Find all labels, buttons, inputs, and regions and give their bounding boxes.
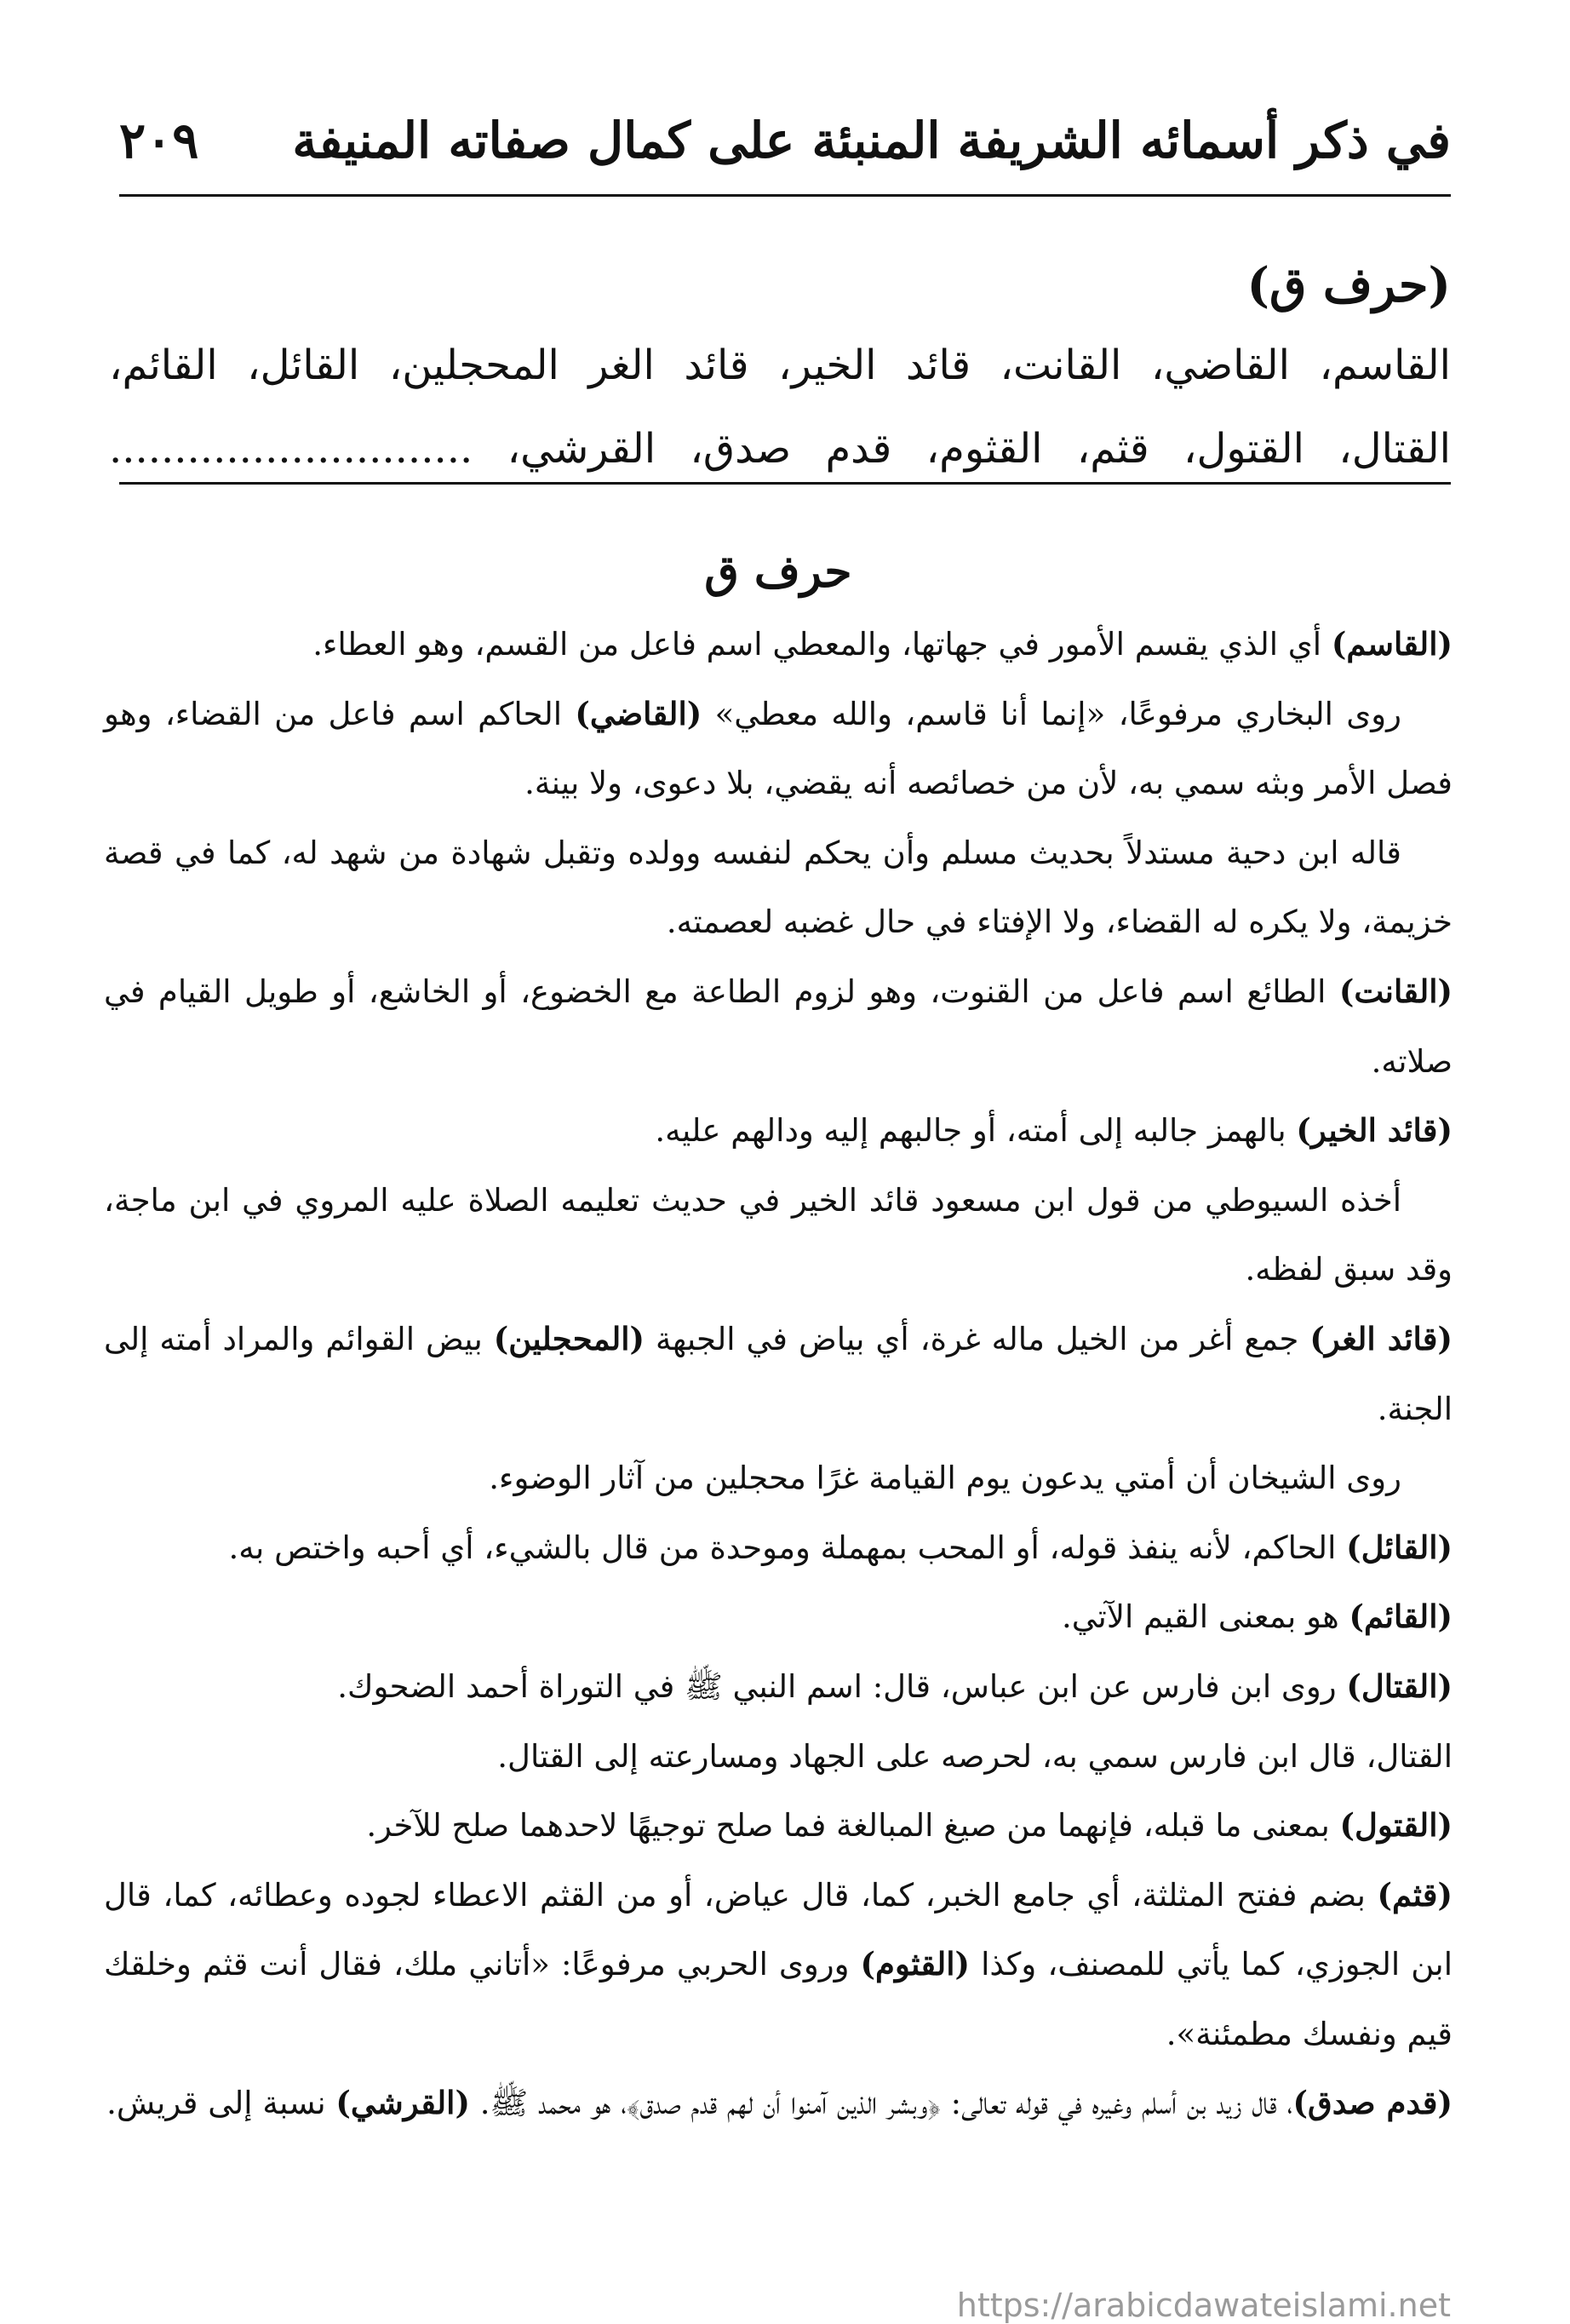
paragraph-al-qasim [104,610,1453,680]
term-qaid-al-ghurr: (قائد الغر) [1309,1319,1453,1357]
term-al-qathum: (القثوم) [860,1945,971,1983]
paragraph-text: بالهمز جالبه إلى أمته، أو جالبهم إليه ودالهم عليه. [655,1112,1297,1150]
paragraph-al-qaim [104,1582,1453,1652]
paragraph-text: روى البخاري مرفوعًا، «إنما أنا قاسم، والله معطي» [702,695,1401,732]
paragraph-al-qadi [104,680,1453,818]
paragraph-ibn-dihya [104,818,1453,957]
paragraph-qaid-al-ghurr [104,1305,1453,1443]
paragraph-text: بمعنى ما قبله، فإنهما من صيغ المبالغة فما صلح توجيهًا لاحدهما صلح للآخر. [366,1807,1340,1845]
term-al-qanit: (القانت) [1338,972,1453,1010]
names-line-1: القاسم، القاضي، القانت، قائد الخير، قائد الغر المحجلين، القائل، القائم، [109,341,1451,389]
paragraph-text: روى الشيخان أن أمتي يدعون يوم القيامة غرًا محجلين من آثار الوضوء. [489,1460,1401,1497]
names-index-box [109,247,1451,491]
paragraph-text: الحاكم اسم فاعل من القضاء، وهو فصل الأمر وبثه سمي به، لأن من خصائصه أنه يقضي، بلا دعوى، ولا بينة. [104,695,1453,802]
paragraph-text: القتال، قال ابن فارس سمي به، لحرصه على الجهاد ومسارعته إلى القتال. [497,1737,1453,1775]
term-qutham: (قثم) [1377,1875,1453,1914]
paragraph-text: روى ابن فارس عن ابن عباس، قال: اسم النبي ﷺ في التوراة أحمد الضحوك. [337,1667,1347,1705]
running-title: في ذكر أسمائه الشريفة المنبئة على كمال صفاته المنيفة [292,112,1451,169]
section-rule [119,482,1451,485]
section-heading: حرف ق [704,546,852,598]
paragraph-al-qattal [104,1652,1453,1722]
paragraph-text: الطائع اسم فاعل من القنوت، وهو لزوم الطاعة مع الخضوع، أو الخاشع، أو طويل القيام في صلاته. [104,973,1453,1080]
commentary-body [104,538,1453,2138]
page-number: ٢٠٩ [119,112,199,169]
paragraph-text: ، قال زيد بن أسلم وغيره في قوله تعالى: ﴿وبشر الذين آمنوا أن لهم قدم صدق﴾، هو محمد ﷺ. [469,2085,1293,2122]
paragraph-text: بضم ففتح المثلثة، أي جامع الخبر، كما، قال عياض، أو من القثم الاعطاء لجوده وعطائه، كما، قال ابن الجوزي، كما يأتي للمصنف، وكذا [104,1876,1453,1983]
paragraph-al-qail [104,1513,1453,1583]
paragraph-text: أي الذي يقسم الأمور في جهاتها، والمعطي اسم فاعل من القسم، وهو العطاء. [312,626,1332,663]
term-al-qaim: (القائم) [1349,1598,1453,1636]
paragraph-shaykhan [104,1443,1453,1513]
term-al-qurashi: (القرشي) [335,2084,470,2122]
paragraph-suyuti [104,1166,1453,1305]
term-qaid-al-khayr: (قائد الخير) [1296,1111,1453,1150]
paragraph-al-qatul [104,1791,1453,1861]
paragraph-text: قاله ابن دحية مستدلاً بحديث مسلم وأن يحكم لنفسه وولده وتقبل شهادة من شهد له، كما في قصة خزيمة، ولا يكره له القضاء، ولا الإفتاء في حال غضبه لعصمته. [104,834,1453,941]
paragraph-qaid-al-khayr [104,1096,1453,1166]
term-al-qail: (القائل) [1346,1528,1453,1566]
header-rule [119,194,1451,197]
page-header [119,102,1451,179]
paragraph-ibn-faris [104,1722,1453,1792]
term-al-qattal: (القتال) [1346,1667,1453,1705]
term-al-qasim: (القاسم) [1331,625,1453,663]
paragraph-text: الحاكم، لأنه ينفذ قوله، أو المحب بمهملة وموحدة من قال بالشيء، أي أحبه واختص به. [228,1529,1347,1566]
paragraph-qutham [104,1861,1453,2069]
term-al-qatul: (القتول) [1339,1806,1453,1845]
paragraph-qadam-sidq [104,2069,1453,2138]
paragraph-text: أخذه السيوطي من قول ابن مسعود قائد الخير في حديث تعليمه الصلاة عليه المروي في ابن ماجة، وقد سبق لفظه. [104,1181,1453,1288]
paragraph-text: جمع أغر من الخيل ماله غرة، أي بياض في الجبهة [645,1320,1310,1357]
term-qadam-sidq: (قدم صدق) [1292,2084,1453,2122]
term-al-qadi: (القاضي) [575,694,702,732]
box-heading: (حرف ق) [1246,257,1451,313]
names-line-2: القتال، القتول، قثم، القثوم، قدم صدق، القرشي، ............................ [109,425,1451,473]
term-al-muhajjalin: (المحجلين) [493,1319,645,1357]
paragraph-al-qanit [104,957,1453,1096]
paragraph-text: هو بمعنى القيم الآتي. [1061,1598,1349,1636]
paragraph-text: بيض القوائم والمراد أمته إلى الجنة. [104,1320,1453,1427]
watermark: https://arabicdawateislami.net [956,2287,1451,2324]
paragraph-text: نسبة إلى قريش. [106,2085,336,2122]
paragraph-text: وروى الحربي مرفوعًا: «أتاني ملك، فقال أنت قثم وخلقك قيم ونفسك مطمئنة». [104,1946,1453,2052]
